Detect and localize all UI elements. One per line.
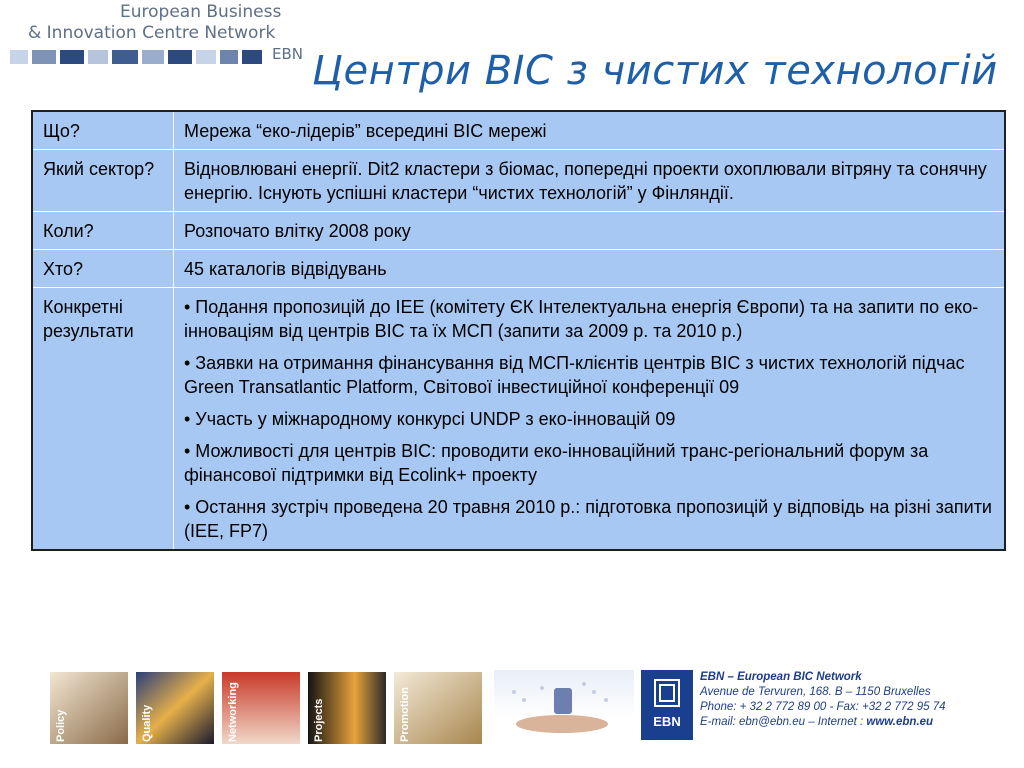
row-label: Який сектор? (32, 150, 174, 212)
info-table (31, 110, 1006, 551)
tile-label-projects: Projects (313, 698, 325, 742)
contact-website-link[interactable]: www.ebn.eu (866, 716, 934, 728)
row-value-paragraph: • Подання пропозицій до IEE (комітету ЄК Інтелектуальна енергія Європи) та на запити по еко-інноваціям від центрів BIC та їх МСП (запити за 2009 р. та 2010 р.) (184, 297, 979, 341)
table-row (32, 150, 1005, 212)
row-value-paragraph: • Можливості для центрів BIC: проводити еко-інноваційний транс-регіональний форум за фінансової підтримки від Ecolink+ проекту (184, 441, 929, 485)
ebn-logo-icon (641, 670, 693, 740)
table-row (32, 111, 1005, 150)
row-label: Що? (32, 111, 174, 150)
row-value-paragraph: • Заявки на отримання фінансування від МСП-клієнтів центрів BIC з чистих технологій підчас Green Transatlantic Platform, Світової інвестиційної конференції 09 (184, 353, 965, 397)
contact-email: E-mail: ebn@ebn.eu – Internet : (700, 716, 867, 728)
table-row (32, 250, 1005, 288)
table-row (32, 288, 1005, 551)
row-value-paragraph: Розпочато влітку 2008 року (184, 221, 411, 241)
logo-line-1: European Business (120, 2, 282, 22)
logo-ebn-short: EBN (272, 45, 303, 63)
row-label: Хто? (32, 250, 174, 288)
row-value (174, 111, 1006, 150)
row-value (174, 250, 1006, 288)
tile-label-quality: Quality (141, 704, 153, 742)
tile-label-promotion: Promotion (399, 687, 411, 742)
tile-label-networking: Networking (227, 682, 239, 742)
row-value-paragraph: • Остання зустріч проведена 20 травня 2010 р.: підготовка пропозицій у відповідь на різні запити (IEE, FP7) (184, 497, 992, 541)
row-value-paragraph: 45 каталогів відвідувань (184, 259, 387, 279)
hand-holding-icon (494, 670, 634, 740)
contact-address: Avenue de Tervuren, 168. B – 1150 Bruxelles (700, 686, 931, 698)
theme-photo-strip (40, 670, 492, 746)
contact-name: EBN – European BIC Network (700, 671, 862, 683)
row-value-paragraph: • Участь у міжнародному конкурсі UNDP з еко-інновацій 09 (184, 409, 676, 429)
row-value (174, 212, 1006, 250)
logo-line-2: & Innovation Centre Network (28, 23, 276, 43)
row-value-paragraph: Мережа “еко-лідерів” всередині BIC мережі (184, 121, 547, 141)
row-value (174, 288, 1006, 551)
contact-phone: Phone: + 32 2 772 89 00 - Fax: +32 2 772 95 74 (700, 701, 946, 713)
tile-label-policy: Policy (55, 709, 67, 742)
page-title: Центри BIC з чистих технологій (312, 48, 998, 94)
row-value-paragraph: Відновлювані енергії. Dit2 кластери з біомас, попередні проекти охоплювали вітряну та сонячну енергію. Існують успішні кластери “чистих технологій” у Фінляндії. (184, 159, 987, 203)
table-row (32, 212, 1005, 250)
logo-bars-graphic (0, 48, 265, 64)
row-label: Коли? (32, 212, 174, 250)
ebn-logo-label: EBN (653, 714, 681, 729)
ebn-logo (641, 670, 693, 740)
row-value (174, 150, 1006, 212)
logo-text (8, 2, 281, 44)
people-image (494, 670, 634, 740)
row-label: Конкретні результати (32, 288, 174, 551)
contact-email-line (700, 715, 946, 730)
contact-info (700, 670, 946, 730)
